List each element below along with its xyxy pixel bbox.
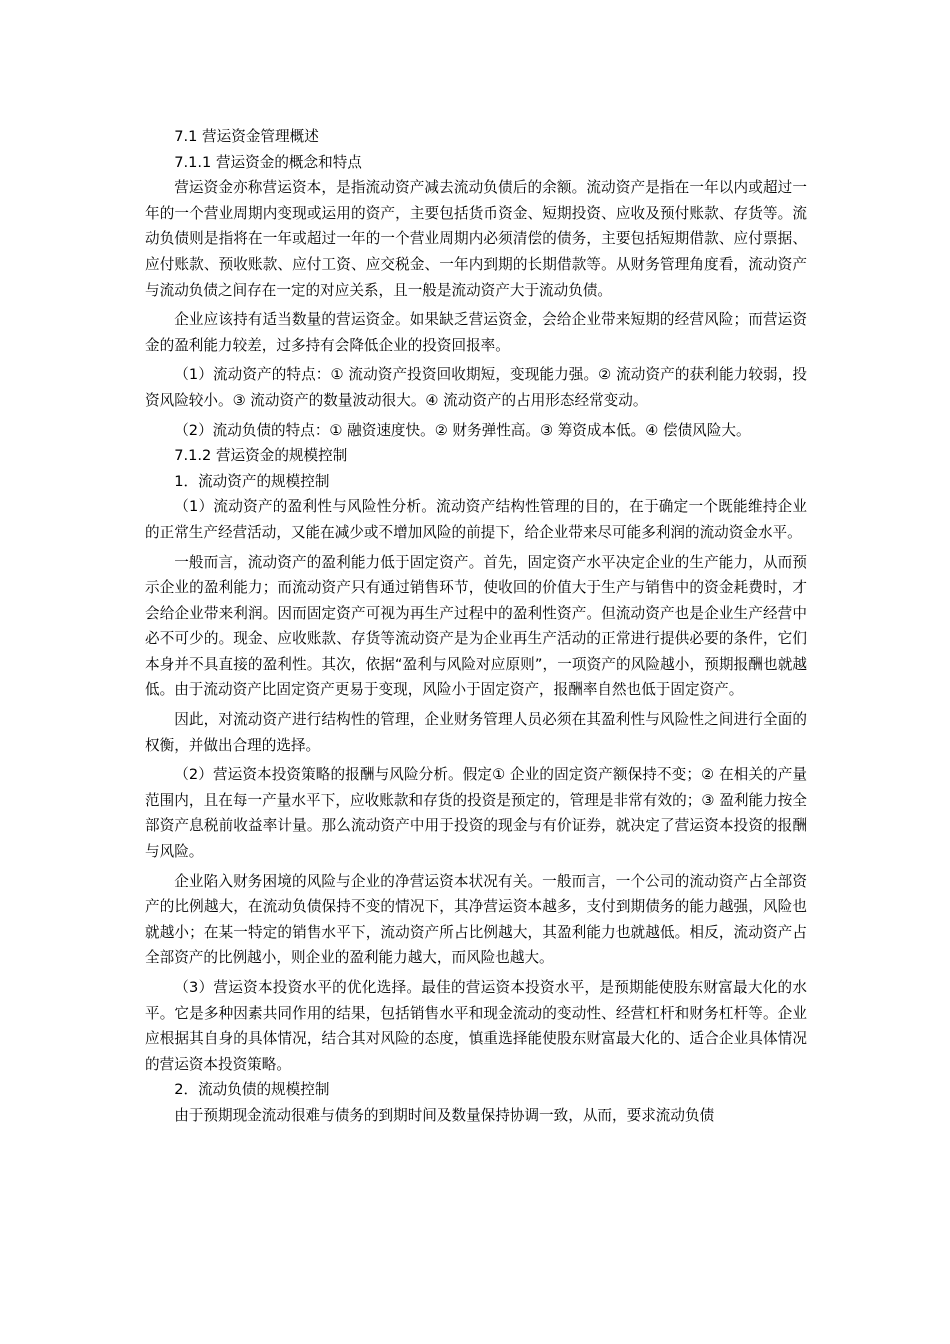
paragraph-working-capital-definition: 营运资金亦称营运资本，是指流动资产减去流动负债后的余额。流动资产是指在一年以内或超过一年的一个营业周期内变现或运用的资产，主要包括货币资金、短期投资、应收及预付账款、存货等。流动负债则是指将在一年或超过一年的一个营业周期内必须清偿的债务，主要包括短期借款、应付票据、应付账款、预收账款、应付工资、应交税金、一年内到期的长期借款等。从财务管理角度看，流动资产与流动负债之间存在一定的对应关系，且一般是流动资产大于流动负债。 bbox=[145, 179, 807, 299]
item-heading-current-assets-scale: 1．流动资产的规模控制 bbox=[174, 472, 330, 490]
item-heading-current-liabilities-scale: 2．流动负债的规模控制 bbox=[174, 1081, 330, 1099]
paragraph-financial-distress-risk: 企业陷入财务困境的风险与企业的净营运资本状况有关。一般而言，一个公司的流动资产占全部资产的比例越大，在流动负债保持不变的情况下，其净营运资本越多，支付到期债务的能力越强，风险也就越小；在某一特定的销售水平下，流动资产所占比例越大，其盈利能力也就越低。相反，流动资产占全部资产的比例越小，则企业的盈利能力越大，而风险也越大。 bbox=[145, 872, 807, 967]
paragraph-current-liabilities-features: （2）流动负债的特点：① 融资速度快。② 财务弹性高。③ 筹资成本低。④ 偿债风险大。 bbox=[174, 421, 751, 439]
paragraph-structural-management: 因此，对流动资产进行结构性的管理，企业财务管理人员必须在其盈利性与风险性之间进行全面的权衡，并做出合理的选择。 bbox=[145, 711, 807, 754]
paragraph-working-capital-holding: 企业应该持有适当数量的营运资金。如果缺乏营运资金，会给企业带来短期的经营风险；而营运资金的盈利能力较差，过多持有会降低企业的投资回报率。 bbox=[145, 311, 807, 354]
paragraph-profitability-comparison: 一般而言，流动资产的盈利能力低于固定资产。首先，固定资产水平决定企业的生产能力，从而预示企业的盈利能力；而流动资产只有通过销售环节，使收回的价值大于生产与销售中的资金耗费时，才会给企业带来利润。因而固定资产可视为再生产过程中的盈利性资产。但流动资产也是企业生产经营中必不可少的。现金、应收账款、存货等流动资产是为企业再生产活动的正常进行提供必要的条件，它们本身并不具直接的盈利性。其次，依据“盈利与风险对应原则”，一项资产的风险越小，预期报酬也就越低。由于流动资产比固定资产更易于变现，风险小于固定资产，报酬率自然也低于固定资产。 bbox=[145, 553, 807, 699]
paragraph-investment-strategy: （2）营运资本投资策略的报酬与风险分析。假定① 企业的固定资产额保持不变；② 在相关的产量范围内，且在每一产量水平下，应收账款和存货的投资是预定的，管理是非常有效的；③ 盈利能力按全部资产息税前收益率计量。那么流动资产中用于投资的现金与有价证券，就决定了营运资本投资的报酬与风险。 bbox=[145, 766, 807, 861]
paragraph-current-assets-features: （1）流动资产的特点：① 流动资产投资回收期短，变现能力强。② 流动资产的获利能力较弱，投资风险较小。③ 流动资产的数量波动很大。④ 流动资产的占用形态经常变动。 bbox=[145, 366, 807, 409]
document-body bbox=[145, 124, 807, 1129]
subsection-heading-7-1-2: 7.1.2 营运资金的规模控制 bbox=[174, 447, 348, 465]
subsection-heading-7-1-1: 7.1.1 营运资金的概念和特点 bbox=[174, 153, 362, 171]
section-heading-7-1: 7.1 营运资金管理概述 bbox=[174, 128, 319, 145]
paragraph-optimal-investment-level: （3）营运资本投资水平的优化选择。最佳的营运资本投资水平，是预期能使股东财富最大化的水平。它是多种因素共同作用的结果，包括销售水平和现金流动的变动性、经营杠杆和财务杠杆等。企业应根据其自身的具体情况，结合其对风险的态度，慎重选择能使股东财富最大化的、适合企业具体情况的营运资本投资策略。 bbox=[145, 979, 807, 1073]
paragraph-current-liabilities-control: 由于预期现金流动很难与债务的到期时间及数量保持协调一致，从而，要求流动负债 bbox=[174, 1106, 715, 1124]
paragraph-profitability-risk-analysis: （1）流动资产的盈利性与风险性分析。流动资产结构性管理的目的，在于确定一个既能维持企业的正常生产经营活动，又能在减少或不增加风险的前提下，给企业带来尽可能多利润的流动资金水平。 bbox=[145, 498, 807, 541]
